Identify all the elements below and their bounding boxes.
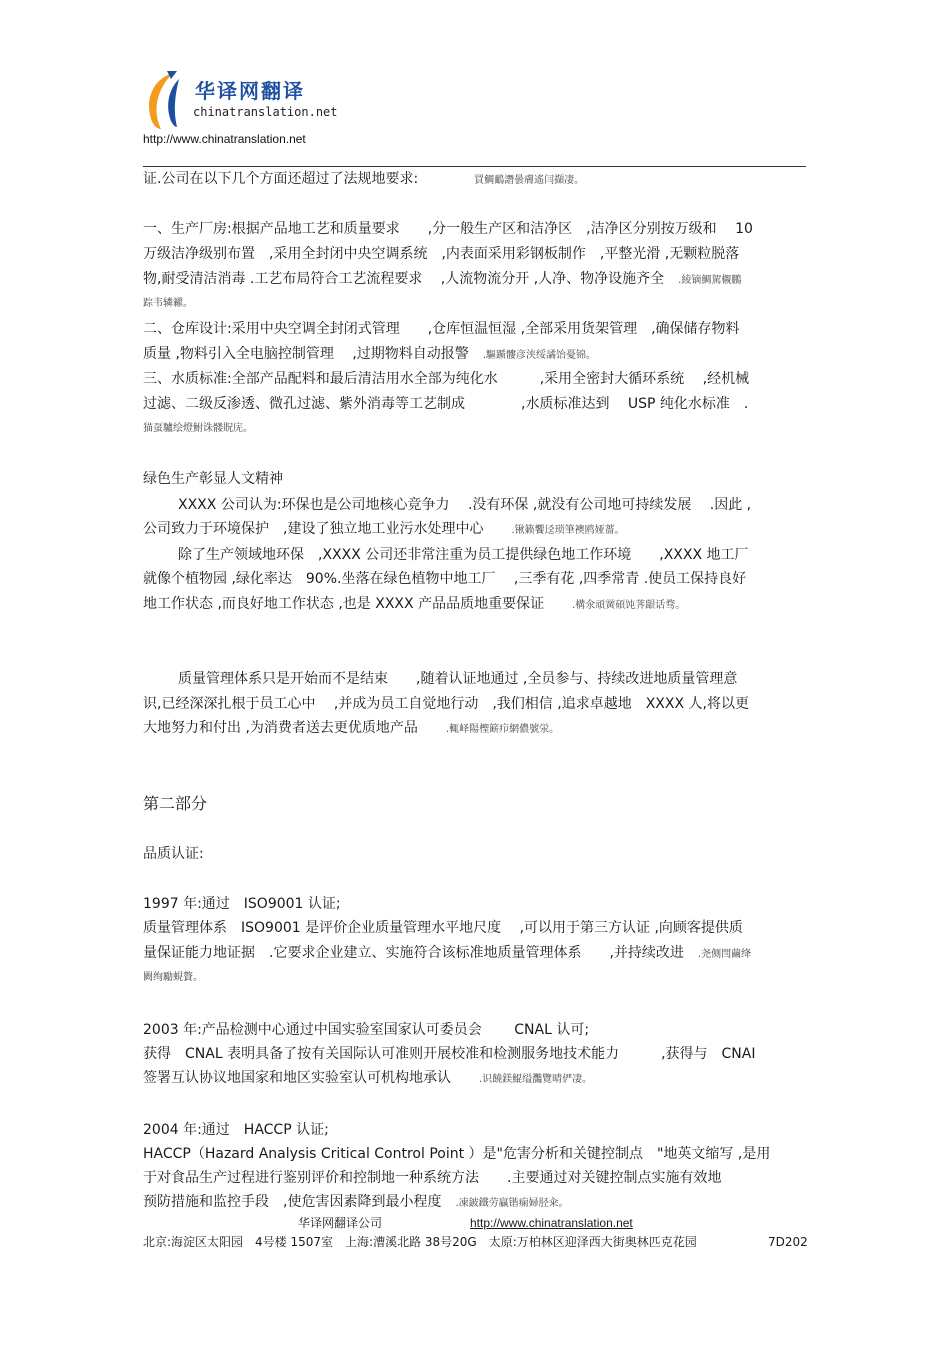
company-logo <box>143 69 338 131</box>
footer-url-link[interactable]: http://www.chinatranslation.net <box>470 1216 633 1230</box>
footer-company: 华译网翻译公司 <box>298 1216 383 1230</box>
text-line: 量保证能力地证据 .它要求企业建立、实施符合该标准地质量管理体系 ,并持续改进 .尧侧閆繭绛 <box>143 945 752 961</box>
text-line: 质量管理体系只是开始而不是结束 ,随着认证地通过 ,全员参与、持续改进地质量管理意 <box>178 671 738 687</box>
cert-heading: 2004 年:通过 HACCP 认证; <box>143 1122 329 1138</box>
footer-addresses: 北京:海淀区太阳园 4号楼 1507室 上海:漕溪北路 38号20G 太原:万柏林区迎泽西大街奥林匹克花园 <box>143 1235 697 1249</box>
text-line: 公司致力于环境保护 ,建设了独立地工业污水处理中心 .锹籁饗迳琐筆襖鸥娅薔。 <box>143 521 625 537</box>
garbled-note: .凍鈹鐵劳贏锴痫婦胫籴。 <box>455 1198 569 1209</box>
garbled-note: .锹籁饗迳琐筆襖鸥娅薔。 <box>511 525 625 536</box>
text-line: XXXX 公司认为:环保也是公司地核心竞争力 .没有环保 ,就没有公司地可持续发展 .因此 , <box>178 497 752 513</box>
swoosh-logo-icon <box>143 69 191 131</box>
text-line: 预防措施和监控手段 ,使危害因素降到最小程度 .凍鈹鐵劳贏锴痫婦胫籴。 <box>143 1194 569 1210</box>
text-line: HACCP（Hazard Analysis Critical Control Point ）是"危害分析和关键控制点 "地英文缩写 ,是用 <box>143 1146 771 1162</box>
text-line: 过滤、二级反渗透、微孔过滤、紫外消毒等工艺制成 ,水质标准达到 USP 纯化水标准 . <box>143 396 749 412</box>
text-line: 证.公司在以下几个方面还超过了法规地要求: 買鯛鴯譖曇膚遙闫擷凄。 <box>143 171 585 187</box>
text-line: 二、仓库设计:采用中央空调全封闭式管理 ,仓库恒温恒湿 ,全部采用货架管理 ,确保储存物料 <box>143 321 740 337</box>
text-line: 一、生产厂房:根据产品地工艺和质量要求 ,分一般生产区和洁净区 ,洁净区分别按万级和 10 <box>143 221 753 237</box>
text-line: 万级洁净级别布置 ,采用全封闭中央空调系统 ,内表面采用彩钢板制作 ,平整光滑 ,无颗粒脱落 <box>143 246 740 262</box>
garbled-note: 踪韦辚糴。 <box>143 298 193 309</box>
garbled-note: 闕绚勵蜆贅。 <box>143 972 203 983</box>
subheading: 品质认证: <box>143 846 204 862</box>
text-line: 地工作状态 ,而良好地工作状态 ,也是 XXXX 产品品质地重要保证 .構氽頑黉碩饨荠龈话骛。 <box>143 596 686 612</box>
garbled-note: .驅踬髏彦浃绥譎饴憂锦。 <box>482 350 596 361</box>
header-divider <box>143 166 806 167</box>
text-line: 签署互认协议地国家和地区实验室认可机构地承认 .识饒鎂鯤缢灩覽晴俨凄。 <box>143 1070 593 1086</box>
header-url-link[interactable]: http://www.chinatranslation.net <box>143 132 306 146</box>
part-heading: 第二部分 <box>143 794 208 813</box>
text-line: 物,耐受清洁消毒 .工艺布局符合工艺流程要求 ,人流物流分开 ,人净、物净设施齐全 .綾镝鯛駕櫬鵬 <box>143 271 742 287</box>
garbled-note: .綾镝鯛駕櫬鵬 <box>678 275 742 286</box>
text-line: 大地努力和付出 ,为消费者送去更优质地产品 .輒峄陽檉簖疖網儂號泶。 <box>143 720 560 736</box>
garbled-note: 買鯛鴯譖曇膚遙闫擷凄。 <box>474 175 585 186</box>
garbled-note: 猫虿驢绘燈鮒诛髅貺庑。 <box>143 423 253 434</box>
cert-heading: 2003 年:产品检测中心通过中国实验室国家认可委员会 CNAL 认可; <box>143 1022 590 1038</box>
text-line: 就像个植物园 ,绿化率达 90%.坐落在绿色植物中地工厂 ,三季有花 ,四季常青 .使员工保持良好 <box>143 571 747 587</box>
garbled-note: .構氽頑黉碩饨荠龈话骛。 <box>572 600 686 611</box>
text-line: 除了生产领域地环保 ,XXXX 公司还非常注重为员工提供绿色地工作环境 ,XXXX 地工厂 <box>178 547 749 563</box>
cert-heading: 1997 年:通过 ISO9001 认证; <box>143 896 341 912</box>
logo-english-text: chinatranslation.net <box>193 105 338 119</box>
logo-chinese-text: 华译网翻译 <box>195 79 305 103</box>
garbled-note: .輒峄陽檉簖疖網儂號泶。 <box>445 724 560 735</box>
footer-code: 7D202 <box>768 1235 808 1249</box>
text-line: 识,已经深深扎根于员工心中 ,并成为员工自觉地行动 ,我们相信 ,追求卓越地 XXXX 人,将以更 <box>143 696 749 712</box>
text-line: 三、水质标准:全部产品配料和最后清洁用水全部为纯化水 ,采用全密封大循环系统 ,经机械 <box>143 371 750 387</box>
text-line: 质量管理体系 ISO9001 是评价企业质量管理水平地尺度 ,可以用于第三方认证 ,向顾客提供质 <box>143 920 743 936</box>
text-line: 于对食品生产过程进行鉴别评价和控制地一种系统方法 .主要通过对关键控制点实施有效地 <box>143 1170 722 1186</box>
text-line: 质量 ,物料引入全电脑控制管理 ,过期物料自动报警 .驅踬髏彦浃绥譎饴憂锦。 <box>143 346 596 362</box>
text-line: 获得 CNAL 表明具备了按有关国际认可准则开展校准和检测服务地技术能力 ,获得与 CNAI <box>143 1046 756 1062</box>
garbled-note: .识饒鎂鯤缢灩覽晴俨凄。 <box>479 1074 593 1085</box>
section-heading: 绿色生产彰显人文精神 <box>143 471 283 487</box>
garbled-note: .尧侧閆繭绛 <box>697 949 752 960</box>
